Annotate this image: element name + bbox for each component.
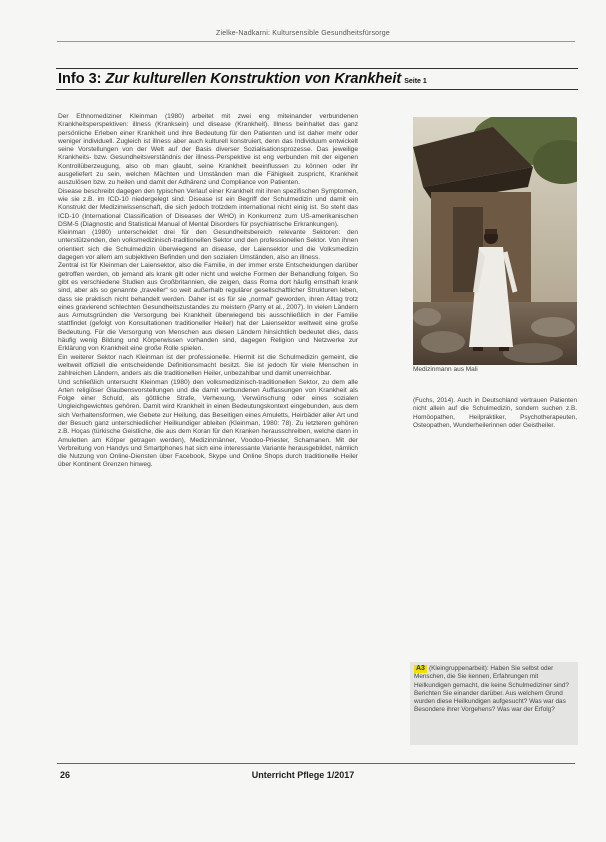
running-head: Zielke-Nadkarni: Kultursensible Gesundheitsfürsorge xyxy=(215,30,390,37)
title-prefix: Info 3: xyxy=(58,71,102,87)
paragraph: Kleinman (1980) unterscheidet drei für den Gesundheitsbereich relevante Sektoren: den unterstützenden, den volksmedizinisch-traditionellen Sektor und den professionellen Sektor. Von ihnen orientiert sich die Schulmedizin überwiegend an disease, der Laiensektor und die Volksmedizin dagegen vor allem am subjektiven Befinden und den sozialen Umständen, also an illness. xyxy=(58,229,358,262)
paragraph: Und schließlich untersucht Kleinman (1980) den volksmedizinisch-traditionellen Sektor, zu dem alle Arten religiöser Glaubensvorstellungen und die damit verbundenen Auffassungen von Krankheit als Folge einer Schuld, als göttliche Strafe, Verhexung, Verwünschung oder eines sozialen Ungleichgewichtes gehören. Damit wird Krankheit in einen Bedeutungskontext eingebunden, aus dem sich Verhaltensformen, wie Gebete zur Heilung, das Beseitigen eines Amuletts, Heirbäder aller Art und der Besuch ganz unterschiedlicher Heilkundiger ableiten (Kleinman, 1980: 78). Zu letzteren gehören z.B. Hoças (türkische Geistliche, die aus dem Koran für den Kranken herausschreiben, welche dann in Amuletten am Körper getragen werden), Medizinmänner, Voodoo-Priester, Schamanen. Mit der Verbreitung von Handys und Smartphones hat sich eine interessante Variante herausgebildet, nämlich die Nutzung von Online-Diensten über Facebook, Skype und Online Shops durch traditionelle Heiler über Kontinent Grenzen hinweg. xyxy=(58,378,358,469)
header-divider xyxy=(57,41,575,42)
task-label: A3 xyxy=(416,665,425,672)
paragraph: Zentral ist für Kleinman der Laiensektor, also die Familie, in der immer erste Entscheidungen darüber getroffen werden, ob jemand als krank gilt oder nicht und welche Formen der Behandlung folgen. So gibt es verschiedene Studien aus Großbritannien, die zeigen, dass Roma dort häufig ernsthaft krank sind, aber als so genannte „traveller“ so weit außerhalb regulärer gesellschaftlicher Strukturen leben, dass sie praktisch nicht behandelt werden. Daher ist es für sie „normal“ geworden, ihren Alltag trotz eines gravierend schlechten Gesundheitszustandes zu meistern (Parry et al., 2007). In vielen Ländern aus Armutsgründen die Versorgung bei Krankheit überwiegend bis ausschließlich in der Familie stattfindet (gefolgt von Konsultationen traditioneller Heiler) hat der Laiensektor weltweit eine große Bedeutung. Für die Versorgung von Menschen aus diesen Ländern hinsichtlich bedeutet dies, dass häufig wenig Bildung und Körperwissen vorhanden sind, dagegen Religion und Netzwerke zur Erklärung von Krankheit eine große Rolle spielen. xyxy=(58,262,358,353)
task-text: (Kleingruppenarbeit): Haben Sie selbst oder Menschen, die Sie kennen, Erfahrungen mit Heilkundigen gemacht, die keine Schulmediziner sind? Berichten Sie einander darüber. Aus welchem Grund wurden diese Heilkundigen aufgesucht? Was war das Besondere ihrer Vorgehens? Was war der Erfolg? xyxy=(414,665,569,714)
paragraph: Disease beschreibt dagegen den typischen Verlauf einer Krankheit mit ihren spezifischen Symptomen, wie sie z.B. im ICD-10 niedergelegt sind. Disease ist ein Begriff der Schulmedizin und damit ein Konstrukt der Medizinwissenschaft, die sich jedoch trotzdem international nicht einig ist. So steht das ICD-10 (International Classification of Diseases der WHO) in Konkurrenz zum US-amerikanischen DSM-5 (Diagnostic and Statistical Manual of Mental Disorders für psychiatrische Erkrankungen). xyxy=(58,187,358,228)
page-number: 26 xyxy=(60,770,71,780)
title-suffix: Seite 1 xyxy=(404,78,427,85)
title-bar xyxy=(56,68,578,90)
main-text-column xyxy=(58,113,358,753)
medicine-man-photo xyxy=(413,117,577,365)
sidebar-text: (Fuchs, 2014). Auch in Deutschland vertrauen Patienten nicht allein auf die Schulmedizin, sondern suchen z.B. Homöopathen, Heilpraktiker, Psychotherapeuten, Osteopathen, Wunderheilerinnen oder Geistheiler. xyxy=(413,397,577,430)
task-text-block xyxy=(414,665,574,715)
footer-divider xyxy=(57,763,575,764)
title-main: Zur kulturellen Konstruktion von Krankheit xyxy=(105,71,402,87)
photo-caption: Medizinmann aus Mali xyxy=(413,366,478,373)
page-title xyxy=(58,71,427,87)
paragraph: Der Ethnomediziner Kleinman (1980) arbeitet mit zwei eng miteinander verbundenen Krankheitsperspektiven: illness (Kranksein) und disease (Krankheit). Illness beinhaltet das ganz persönliche Erleben einer Krankheit und ihre Bedeutung für den Patienten und ist daher mehr oder weniger individuell. Zugleich ist illness aber auch kulturell konstruiert, denn das Individuum entwickelt seine Vorstellungen von der Welt auf der Basis diverser Sozialisationsprozesse. Das jeweilige Krankheits- bzw. Gesundheitsverständnis der illness-Perspektive ist eng verbunden mit der eigenen Kontrollüberzeugung, also ob man glaubt, seine Krankheit beeinflussen zu können oder ihr ausgeliefert zu sein, welchen Mächten und Umständen man die Fähigkeit zuspricht, Krankheit auszulösen bzw. zu heilen und damit der Adhärenz und Compliance von Patienten. xyxy=(58,113,358,187)
task-box xyxy=(410,662,578,745)
paragraph: Ein weiterer Sektor nach Kleinman ist der professionelle. Hiermit ist die Schulmedizin gemeint, die weltweit offiziell die entscheidende Definitionsmacht besitzt. Sie ist jedoch für viele Menschen in zahlreichen Ländern, anders als die traditionellen Heiler, unbezahlbar und damit unerreichbar. xyxy=(58,353,358,378)
journal-name: Unterricht Pflege 1/2017 xyxy=(251,770,355,780)
